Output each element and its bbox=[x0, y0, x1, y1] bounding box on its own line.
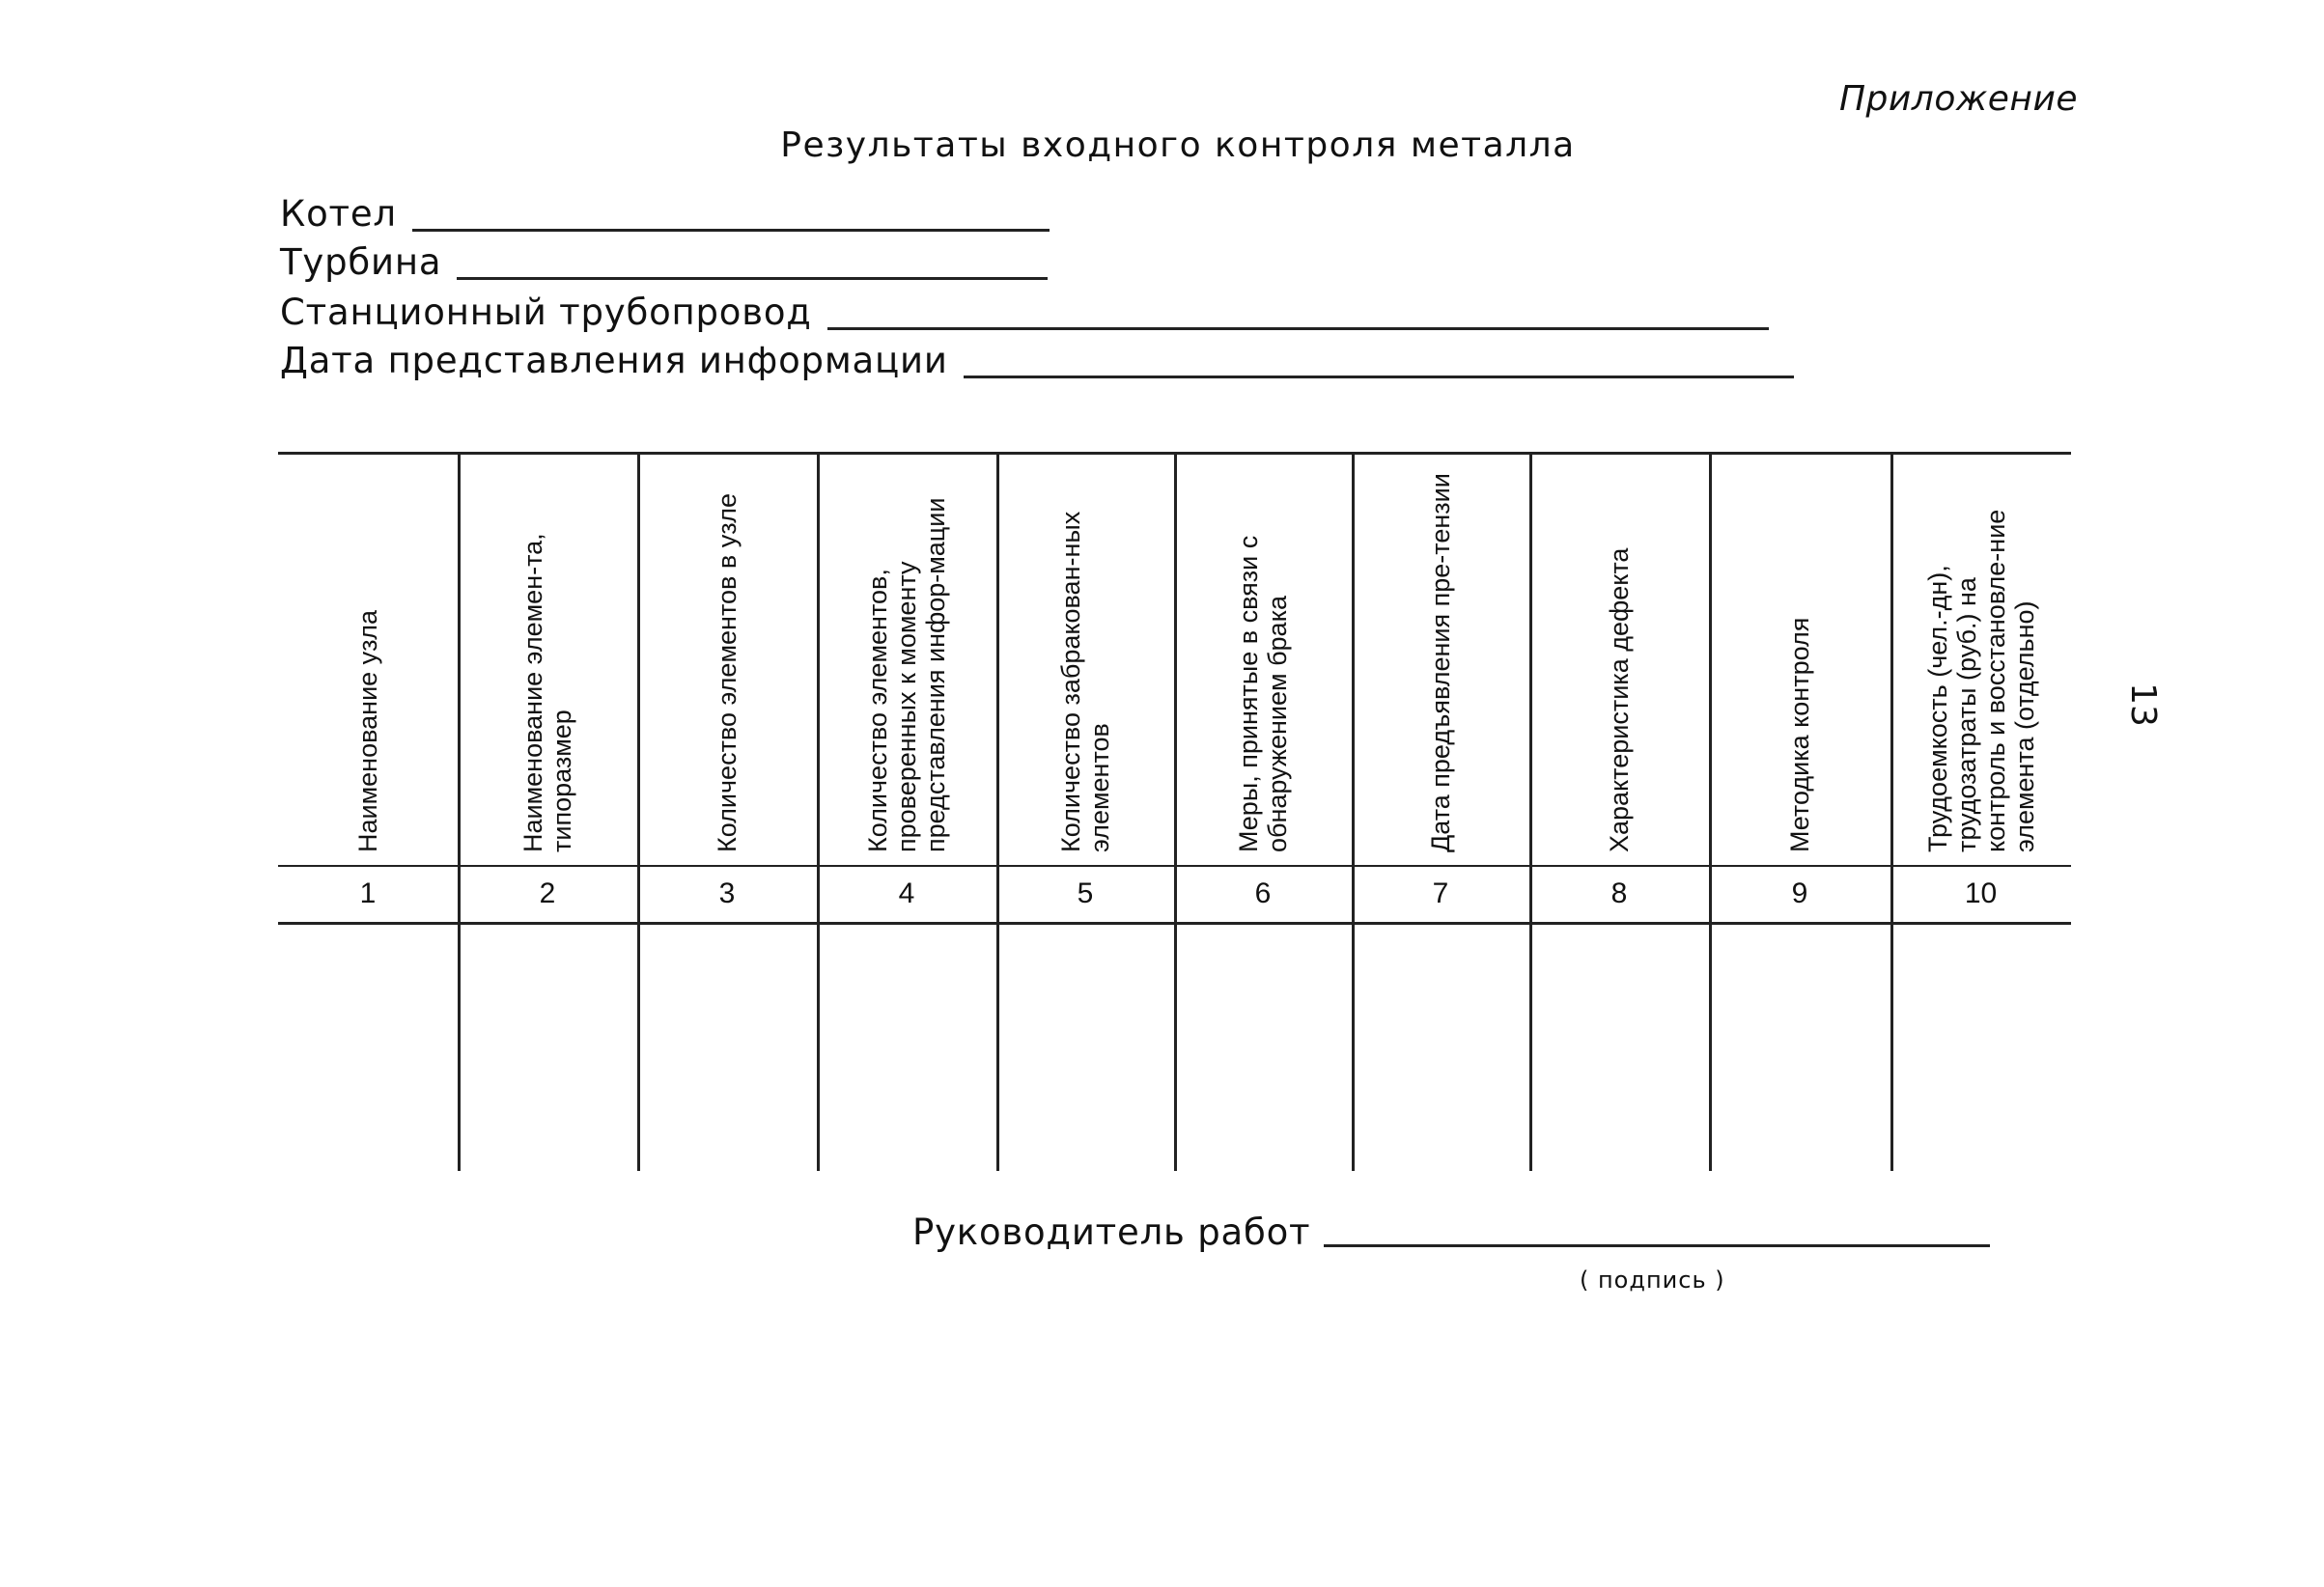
boiler-blank-line[interactable] bbox=[412, 227, 1050, 232]
header-cell-labor-cost bbox=[1890, 458, 2071, 861]
appendix-label: Приложение bbox=[1838, 79, 2078, 119]
column-number: 9 bbox=[1791, 877, 1808, 909]
header-text: Дата предъявления пре-тензии bbox=[1426, 473, 1455, 852]
info-date-label: Дата представления информации bbox=[280, 340, 948, 381]
header-cell-checked-count bbox=[817, 458, 996, 861]
header-text: Характеристика дефекта bbox=[1605, 547, 1634, 852]
signature-field bbox=[912, 1211, 1990, 1253]
signature-blank-line[interactable] bbox=[1324, 1242, 1990, 1247]
pipeline-field bbox=[280, 288, 1769, 334]
turbine-blank-line[interactable] bbox=[457, 275, 1048, 280]
column-number: 7 bbox=[1432, 877, 1449, 909]
header-text: Трудоемкость (чел.-дн), трудозатраты (руб.) на контроль и восстановле-ние элемента (отдельно) bbox=[1922, 509, 2039, 852]
document-title: Результаты входного контроля металла bbox=[780, 125, 1576, 165]
header-cell-inspection-method bbox=[1709, 458, 1890, 861]
header-text: Наименование элемен-та, типоразмер bbox=[518, 533, 576, 852]
header-cell-rejected-count bbox=[996, 458, 1174, 861]
signature-caption: ( подпись ) bbox=[1580, 1267, 1725, 1294]
column-number: 5 bbox=[1077, 877, 1094, 909]
header-text: Количество элементов в узле bbox=[713, 492, 742, 852]
turbine-label: Турбина bbox=[280, 241, 442, 283]
column-number: 4 bbox=[898, 877, 915, 909]
signature-label: Руководитель работ bbox=[912, 1211, 1311, 1253]
boiler-label: Котел bbox=[280, 193, 397, 235]
header-cell-claim-date bbox=[1352, 458, 1529, 861]
column-number: 2 bbox=[539, 877, 556, 909]
pipeline-blank-line[interactable] bbox=[827, 325, 1769, 330]
header-cell-node-name bbox=[278, 458, 458, 861]
boiler-field bbox=[280, 189, 1050, 236]
header-text: Меры, принятые в связи с обнаружением брака bbox=[1234, 535, 1292, 852]
header-text: Методика контроля bbox=[1785, 617, 1814, 852]
pipeline-label: Станционный трубопровод bbox=[280, 292, 812, 333]
page-number: 13 bbox=[2123, 682, 2164, 727]
info-date-field bbox=[280, 336, 1794, 382]
header-text: Количество забракован-ных элементов bbox=[1056, 511, 1114, 852]
info-date-blank-line[interactable] bbox=[964, 374, 1794, 378]
inspection-results-table bbox=[278, 452, 2071, 1171]
header-cell-defect-description bbox=[1529, 458, 1709, 861]
column-number: 10 bbox=[1964, 877, 1998, 909]
column-number: 8 bbox=[1610, 877, 1628, 909]
header-cell-element-count bbox=[637, 458, 817, 861]
column-number: 6 bbox=[1254, 877, 1272, 909]
header-text: Наименование узла bbox=[353, 609, 382, 852]
turbine-field bbox=[280, 237, 1048, 284]
header-cell-element-name bbox=[458, 458, 637, 861]
column-number: 3 bbox=[718, 877, 736, 909]
column-number: 1 bbox=[359, 877, 377, 909]
header-cell-measures-taken bbox=[1174, 458, 1352, 861]
header-text: Количество элементов, проверенных к моменту представления инфор-мации bbox=[863, 497, 950, 852]
